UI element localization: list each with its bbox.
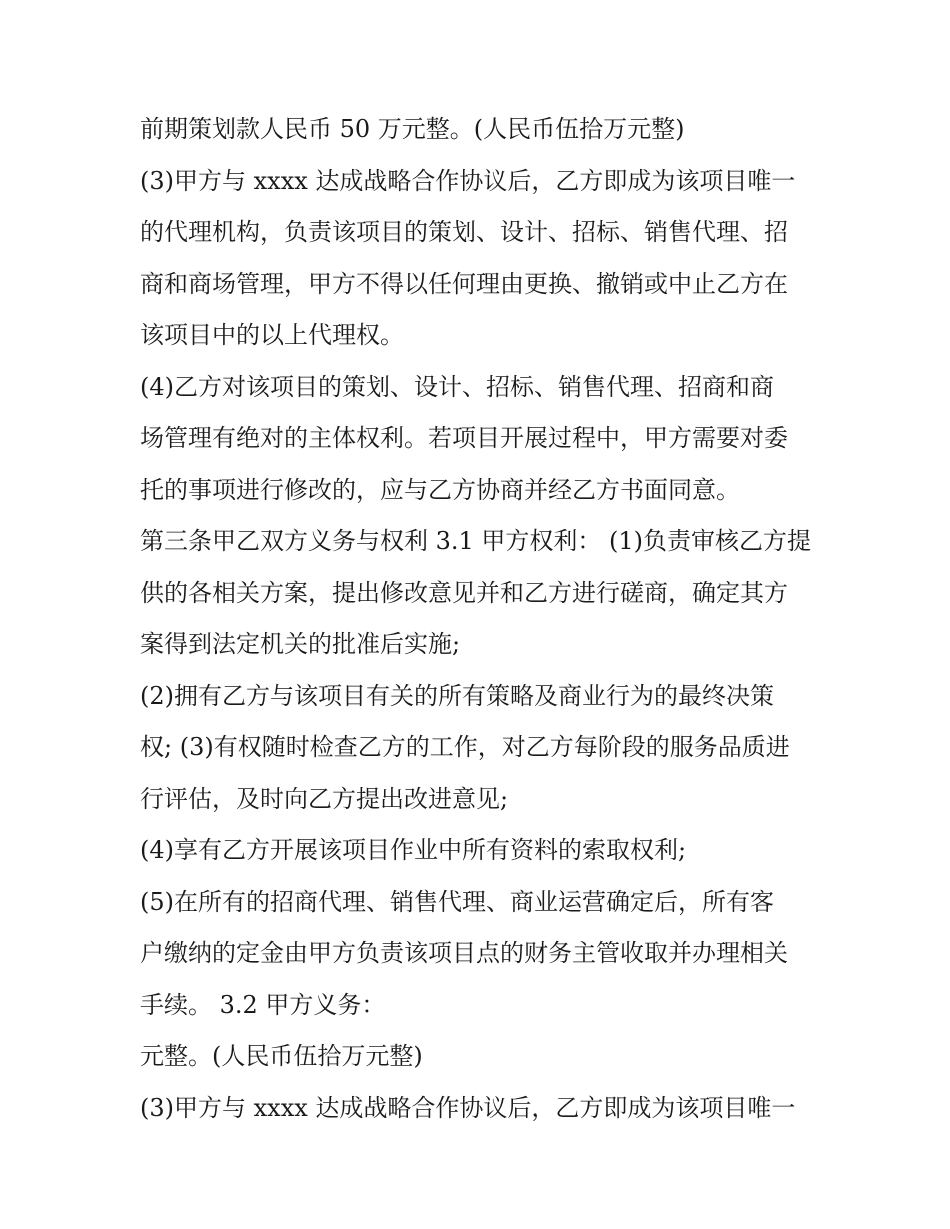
text-line: 行评估，及时向乙方提出改进意见; [140, 784, 509, 813]
text-line: 该项目中的以上代理权。 [140, 321, 404, 349]
text-line: 的代理机构，负责该项目的策划、设计、招标、销售代理、招 [140, 218, 788, 246]
text-line: 供的各相关方案，提出修改意见并和乙方进行磋商，确定其方 [140, 578, 788, 607]
text-line: 第三条甲乙双方义务与权利 3.1 甲方权利： (1)负责审核乙方提 [140, 527, 812, 555]
text-line: 场管理有绝对的主体权利。若项目开展过程中，甲方需要对委 [140, 424, 788, 452]
text-line: (5)在所有的招商代理、销售代理、商业运营确定后，所有客 [140, 887, 774, 916]
document-body [140, 104, 830, 1134]
text-line: 权; (3)有权随时检查乙方的工作，对乙方每阶段的服务品质进 [140, 733, 790, 761]
text-line: 户缴纳的定金由甲方负责该项目点的财务主管收取并办理相关 [140, 939, 788, 967]
text-line: 元整。(人民币伍拾万元整) [140, 1042, 423, 1070]
text-line: (3)甲方与 xxxx 达成战略合作协议后，乙方即成为该项目唯一 [140, 1093, 796, 1122]
text-line: 案得到法定机关的批准后实施; [140, 630, 461, 658]
text-line: 前期策划款人民币 50 万元整。(人民币伍拾万元整) [140, 115, 685, 143]
text-line: 商和商场管理，甲方不得以任何理由更换、撤销或中止乙方在 [140, 269, 788, 298]
text-line: 手续。 3.2 甲方义务： [140, 990, 386, 1019]
text-line: (3)甲方与 xxxx 达成战略合作协议后，乙方即成为该项目唯一 [140, 166, 796, 195]
text-line: (4)享有乙方开展该项目作业中所有资料的索取权利; [140, 836, 687, 864]
text-line: (2)拥有乙方与该项目有关的所有策略及商业行为的最终决策 [140, 681, 774, 710]
text-line: 托的事项进行修改的，应与乙方协商并经乙方书面同意。 [140, 475, 740, 504]
text-line: (4)乙方对该项目的策划、设计、招标、销售代理、招商和商 [140, 372, 774, 401]
